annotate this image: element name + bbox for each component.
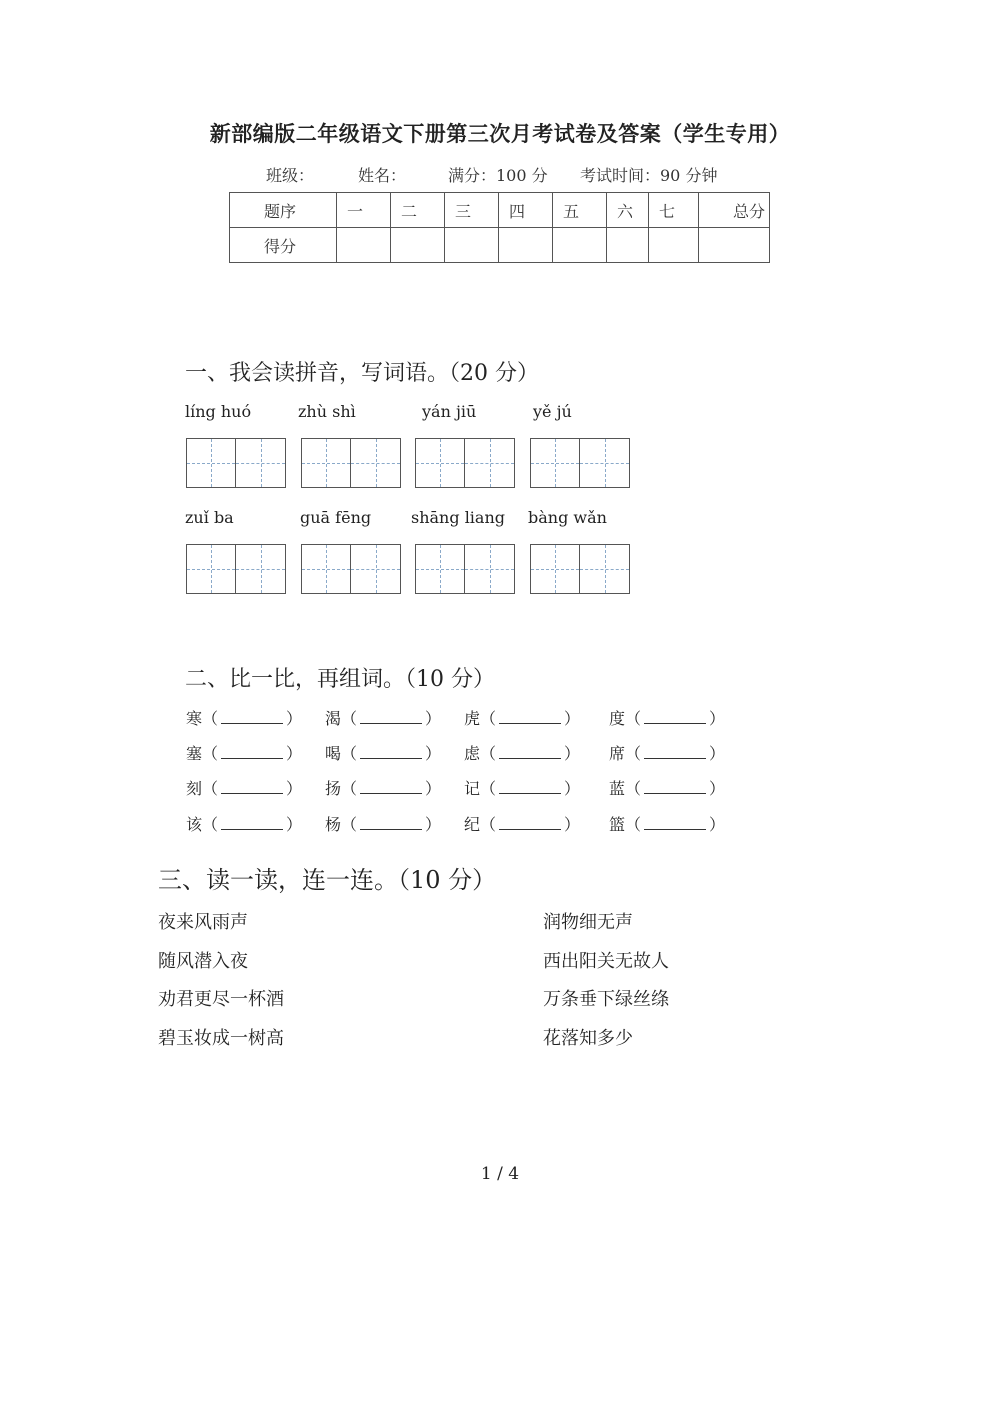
score-col-total: 总分 (699, 193, 770, 228)
grid-cell[interactable] (236, 545, 285, 593)
score-col-2: 二 (391, 193, 445, 228)
score-cell[interactable] (649, 228, 699, 263)
score-table (229, 192, 770, 263)
score-col-4: 四 (499, 193, 553, 228)
answer-blank[interactable] (360, 744, 422, 759)
compare-char: 虑 (464, 744, 481, 763)
match-left-item[interactable]: 劝君更尽一杯酒 (158, 989, 284, 1010)
score-cell[interactable] (553, 228, 607, 263)
compare-item[interactable]: 杨（ ） (325, 815, 442, 834)
section2-heading: 二、比一比，再组词。（10 分） (185, 667, 495, 692)
grid-cell[interactable] (465, 439, 514, 487)
writing-grid[interactable] (530, 438, 630, 488)
score-col-3: 三 (445, 193, 499, 228)
grid-cell[interactable] (531, 545, 580, 593)
match-left-item[interactable]: 夜来风雨声 (158, 912, 248, 933)
compare-char: 喝 (325, 744, 342, 763)
answer-blank[interactable] (360, 709, 422, 724)
pinyin-label: yán jiū (422, 402, 477, 421)
score-col-label: 题序 (230, 193, 337, 228)
compare-char: 渴 (325, 709, 342, 728)
grid-cell[interactable] (580, 545, 629, 593)
compare-char: 篮 (609, 815, 626, 834)
grid-cell[interactable] (187, 439, 236, 487)
compare-item[interactable]: 刻（ ） (186, 779, 303, 798)
compare-char: 蓝 (609, 779, 626, 798)
match-right-item[interactable]: 西出阳关无故人 (543, 951, 669, 972)
compare-char: 寒 (186, 709, 203, 728)
compare-char: 席 (609, 744, 626, 763)
pinyin-label: bàng wǎn (528, 508, 607, 527)
answer-blank[interactable] (499, 709, 561, 724)
score-cell[interactable] (499, 228, 553, 263)
section3-heading: 三、读一读，连一连。（10 分） (158, 866, 497, 894)
grid-cell[interactable] (416, 545, 465, 593)
compare-item[interactable]: 塞（ ） (186, 744, 303, 763)
compare-item[interactable]: 蓝（ ） (609, 779, 726, 798)
score-cell[interactable] (699, 228, 770, 263)
compare-char: 扬 (325, 779, 342, 798)
score-cell[interactable] (445, 228, 499, 263)
exam-time: 考试时间：90 分钟 (580, 166, 718, 185)
compare-char: 纪 (464, 815, 481, 834)
match-right-item[interactable]: 花落知多少 (543, 1028, 633, 1049)
pinyin-label: yě jú (533, 402, 572, 421)
compare-item[interactable]: 扬（ ） (325, 779, 442, 798)
compare-char: 度 (609, 709, 626, 728)
grid-cell[interactable] (531, 439, 580, 487)
compare-item[interactable]: 席（ ） (609, 744, 726, 763)
answer-blank[interactable] (221, 744, 283, 759)
compare-item[interactable]: 纪（ ） (464, 815, 581, 834)
pinyin-label: líng huó (185, 402, 252, 421)
answer-blank[interactable] (644, 815, 706, 830)
pinyin-label: shāng liang (411, 508, 506, 527)
page-number: 1 / 4 (480, 1164, 520, 1184)
compare-item[interactable]: 记（ ） (464, 779, 581, 798)
compare-char: 记 (464, 779, 481, 798)
writing-grid[interactable] (415, 438, 515, 488)
answer-blank[interactable] (221, 815, 283, 830)
match-right-item[interactable]: 万条垂下绿丝绦 (543, 989, 669, 1010)
compare-char: 该 (186, 815, 203, 834)
pinyin-label: zhù shì (298, 402, 356, 421)
compare-item[interactable]: 篮（ ） (609, 815, 726, 834)
score-table-header-row (230, 193, 770, 228)
answer-blank[interactable] (360, 779, 422, 794)
compare-item[interactable]: 该（ ） (186, 815, 303, 834)
grid-cell[interactable] (351, 439, 400, 487)
score-cell[interactable] (337, 228, 391, 263)
score-table-score-row (230, 228, 770, 263)
answer-blank[interactable] (499, 815, 561, 830)
score-col-1: 一 (337, 193, 391, 228)
score-cell[interactable] (391, 228, 445, 263)
compare-char: 虎 (464, 709, 481, 728)
writing-grid[interactable] (186, 438, 286, 488)
grid-cell[interactable] (187, 545, 236, 593)
score-cell[interactable] (607, 228, 649, 263)
score-col-6: 六 (607, 193, 649, 228)
compare-char: 刻 (186, 779, 203, 798)
answer-blank[interactable] (644, 744, 706, 759)
answer-blank[interactable] (644, 709, 706, 724)
grid-cell[interactable] (351, 545, 400, 593)
compare-item[interactable]: 度（ ） (609, 709, 726, 728)
writing-grid[interactable] (301, 438, 401, 488)
answer-blank[interactable] (221, 779, 283, 794)
answer-blank[interactable] (644, 779, 706, 794)
score-col-5: 五 (553, 193, 607, 228)
score-row-label: 得分 (230, 228, 337, 263)
grid-cell[interactable] (236, 439, 285, 487)
writing-grid[interactable] (530, 544, 630, 594)
grid-cell[interactable] (580, 439, 629, 487)
section1-heading: 一、我会读拼音，写词语。（20 分） (185, 361, 539, 386)
writing-grid[interactable] (301, 544, 401, 594)
compare-item[interactable]: 虎（ ） (464, 709, 581, 728)
full-score: 满分：100 分 (448, 166, 548, 185)
writing-grid[interactable] (415, 544, 515, 594)
answer-blank[interactable] (499, 779, 561, 794)
match-left-item[interactable]: 碧玉妆成一树高 (158, 1028, 284, 1049)
grid-cell[interactable] (416, 439, 465, 487)
class-label: 班级： (266, 166, 315, 185)
grid-cell[interactable] (302, 439, 351, 487)
answer-blank[interactable] (360, 815, 422, 830)
compare-char: 杨 (325, 815, 342, 834)
name-label: 姓名： (358, 166, 407, 185)
compare-item[interactable]: 虑（ ） (464, 744, 581, 763)
score-col-7: 七 (649, 193, 699, 228)
compare-item[interactable]: 寒（ ） (186, 709, 303, 728)
document-title: 新部编版二年级语文下册第三次月考试卷及答案（学生专用） (209, 121, 791, 146)
match-left-item[interactable]: 随风潜入夜 (158, 951, 248, 972)
pinyin-label: guā fēng (300, 508, 372, 527)
compare-item[interactable]: 渴（ ） (325, 709, 442, 728)
grid-cell[interactable] (302, 545, 351, 593)
answer-blank[interactable] (499, 744, 561, 759)
grid-cell[interactable] (465, 545, 514, 593)
pinyin-label: zuǐ ba (185, 508, 234, 527)
compare-item[interactable]: 喝（ ） (325, 744, 442, 763)
writing-grid[interactable] (186, 544, 286, 594)
answer-blank[interactable] (221, 709, 283, 724)
compare-char: 塞 (186, 744, 203, 763)
match-right-item[interactable]: 润物细无声 (543, 912, 633, 933)
